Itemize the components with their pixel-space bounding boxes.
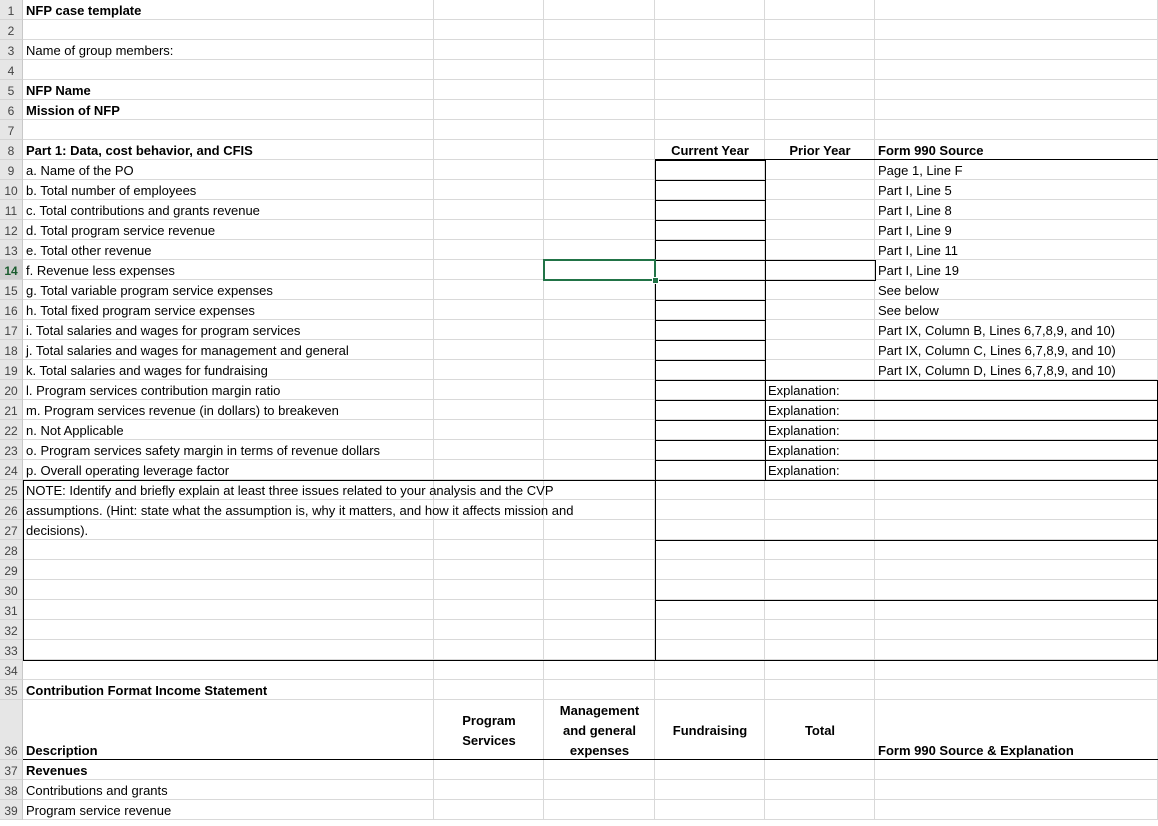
grid-cell[interactable] [765, 240, 875, 260]
grid-cell[interactable] [544, 60, 655, 80]
row-number[interactable]: 36 [0, 700, 23, 760]
explanation-input[interactable] [765, 400, 1158, 421]
grid-cell[interactable] [765, 80, 875, 100]
row-number[interactable]: 25 [0, 480, 23, 500]
item-label: j. Total salaries and wages for management and general [26, 343, 349, 358]
selected-cell[interactable] [543, 259, 656, 281]
item-source: Part IX, Column C, Lines 6,7,8,9, and 10) [878, 343, 1116, 358]
item-label: a. Name of the PO [26, 163, 134, 178]
grid-cell[interactable] [544, 640, 655, 660]
grid-cell[interactable] [875, 660, 1158, 680]
explanation-label: Explanation: [768, 463, 840, 478]
form990-source-header: Form 990 Source [878, 143, 984, 158]
row-number[interactable]: 5 [0, 80, 23, 100]
grid-cell[interactable] [765, 200, 875, 220]
grid-cell[interactable] [765, 780, 875, 800]
note-line: decisions). [26, 523, 89, 538]
row-number[interactable]: 15 [0, 280, 23, 300]
row-number[interactable]: 38 [0, 780, 23, 800]
grid-cell[interactable] [655, 40, 765, 60]
grid-cell[interactable] [655, 760, 765, 780]
prior-year-input[interactable] [765, 260, 876, 281]
grid-cell[interactable] [544, 580, 655, 600]
grid-cell[interactable] [544, 20, 655, 40]
grid-cell[interactable] [765, 360, 875, 380]
description-header: Description [26, 743, 98, 758]
grid-cell[interactable] [875, 100, 1158, 120]
explanation-input[interactable] [765, 380, 1158, 401]
sheet-title: NFP case template [26, 3, 142, 18]
item-label: k. Total salaries and wages for fundraising [26, 363, 268, 378]
row-number[interactable]: 10 [0, 180, 23, 200]
item-source: See below [878, 303, 939, 318]
item-source: Part I, Line 8 [878, 203, 952, 218]
item-source: Part I, Line 9 [878, 223, 952, 238]
row-number[interactable]: 8 [0, 140, 23, 160]
item-label: g. Total variable program service expenses [26, 283, 273, 298]
grid-cell[interactable] [23, 660, 434, 680]
note-bottom-border [23, 660, 655, 661]
row-number[interactable]: 1 [0, 0, 23, 20]
item-source: See below [878, 283, 939, 298]
grid-cell[interactable] [655, 60, 765, 80]
item-source: Part I, Line 5 [878, 183, 952, 198]
grid-cell[interactable] [23, 20, 434, 40]
grid-cell[interactable] [23, 560, 434, 580]
grid-cell[interactable] [23, 60, 434, 80]
grid-cell[interactable] [765, 0, 875, 20]
row-number[interactable]: 2 [0, 20, 23, 40]
current-year-input[interactable] [655, 300, 766, 321]
grid-cell[interactable] [875, 20, 1158, 40]
row-number[interactable]: 32 [0, 620, 23, 640]
explanation-input[interactable] [765, 460, 1158, 481]
row-number[interactable]: 26 [0, 500, 23, 520]
grid-cell[interactable] [765, 100, 875, 120]
fundraising-header: Fundraising [672, 723, 748, 738]
row-number[interactable]: 21 [0, 400, 23, 420]
grid-cell[interactable] [875, 780, 1158, 800]
row-number[interactable]: 7 [0, 120, 23, 140]
current-year-input[interactable] [655, 260, 766, 281]
current-year-input[interactable] [655, 360, 766, 381]
item-label: b. Total number of employees [26, 183, 197, 198]
grid-cell[interactable] [655, 20, 765, 40]
row-number[interactable]: 19 [0, 360, 23, 380]
current-year-input[interactable] [655, 280, 766, 301]
note-left-border [23, 480, 24, 660]
program-services-header: Services [462, 733, 516, 748]
row-number[interactable]: 30 [0, 580, 23, 600]
mgmt-general-header: expenses [569, 743, 630, 758]
total-header: Total [804, 723, 836, 738]
row-number[interactable]: 11 [0, 200, 23, 220]
row-number[interactable]: 34 [0, 660, 23, 680]
part1-label: Part 1: Data, cost behavior, and CFIS [26, 143, 253, 158]
grid-cell[interactable] [544, 120, 655, 140]
grid-cell[interactable] [765, 340, 875, 360]
grid-cell[interactable] [765, 120, 875, 140]
item-label: e. Total other revenue [26, 243, 152, 258]
explanation-label: Explanation: [768, 403, 840, 418]
row-number[interactable]: 17 [0, 320, 23, 340]
note-top-border [23, 480, 655, 481]
row-number[interactable]: 35 [0, 680, 23, 700]
current-year-input[interactable] [655, 420, 766, 441]
explanation-label: Explanation: [768, 443, 840, 458]
grid-cell[interactable] [765, 680, 875, 700]
row-number[interactable]: 14 [0, 260, 23, 280]
item-source: Part IX, Column B, Lines 6,7,8,9, and 10) [878, 323, 1116, 338]
row-number[interactable]: 31 [0, 600, 23, 620]
grid-cell[interactable] [765, 60, 875, 80]
current-year-input[interactable] [655, 340, 766, 361]
current-year-input[interactable] [655, 160, 766, 181]
grid-cell[interactable] [655, 660, 765, 680]
row-number[interactable]: 18 [0, 340, 23, 360]
current-year-input[interactable] [655, 380, 766, 401]
row-number[interactable]: 13 [0, 240, 23, 260]
grid-cell[interactable] [875, 80, 1158, 100]
row-number[interactable]: 3 [0, 40, 23, 60]
grid-cell[interactable] [434, 560, 544, 580]
grid-cell[interactable] [765, 800, 875, 820]
grid-cell[interactable] [544, 560, 655, 580]
grid-cell[interactable] [434, 120, 544, 140]
explain-item-label: o. Program services safety margin in terms of revenue dollars [26, 443, 381, 458]
item-source: Part IX, Column D, Lines 6,7,8,9, and 10) [878, 363, 1116, 378]
grid-cell[interactable] [765, 20, 875, 40]
program-revenue-label: Program service revenue [26, 803, 172, 818]
note-line: NOTE: Identify and briefly explain at least three issues related to your analysis and the CVP [26, 483, 554, 498]
item-source: Page 1, Line F [878, 163, 963, 178]
grid-cell[interactable] [655, 0, 765, 20]
grid-cell[interactable] [23, 120, 434, 140]
row-number[interactable]: 9 [0, 160, 23, 180]
row-number[interactable]: 6 [0, 100, 23, 120]
row-number[interactable]: 4 [0, 60, 23, 80]
contributions-label: Contributions and grants [26, 783, 168, 798]
grid-cell[interactable] [875, 760, 1158, 780]
revenues-label: Revenues [26, 763, 88, 778]
explain-item-label: n. Not Applicable [26, 423, 124, 438]
program-services-header: Program [462, 713, 516, 728]
grid-cell[interactable] [544, 600, 655, 620]
grid-cell[interactable] [765, 300, 875, 320]
grid-cell[interactable] [23, 540, 434, 560]
row-number[interactable]: 37 [0, 760, 23, 780]
cfis-header-underline [23, 759, 1158, 760]
grid-cell[interactable] [434, 580, 544, 600]
cfis-source-header: Form 990 Source & Explanation [878, 743, 1074, 758]
row-number[interactable]: 27 [0, 520, 23, 540]
note-answer-box[interactable] [655, 540, 1158, 601]
row-number[interactable]: 29 [0, 560, 23, 580]
grid-cell[interactable] [875, 120, 1158, 140]
grid-cell[interactable] [875, 0, 1158, 20]
grid-cell[interactable] [434, 600, 544, 620]
row-number[interactable]: 28 [0, 540, 23, 560]
group-members-label: Name of group members: [26, 43, 174, 58]
grid-cell[interactable] [765, 40, 875, 60]
grid-cell[interactable] [655, 100, 765, 120]
nfp-name-label: NFP Name [26, 83, 91, 98]
current-year-input[interactable] [655, 180, 766, 201]
explain-item-label: l. Program services contribution margin ratio [26, 383, 281, 398]
mgmt-general-header: Management [559, 703, 640, 718]
item-label: c. Total contributions and grants revenue [26, 203, 260, 218]
item-label: h. Total fixed program service expenses [26, 303, 255, 318]
item-label: f. Revenue less expenses [26, 263, 175, 278]
item-label: i. Total salaries and wages for program services [26, 323, 301, 338]
row-number[interactable]: 24 [0, 460, 23, 480]
explain-item-label: p. Overall operating leverage factor [26, 463, 230, 478]
explanation-input[interactable] [765, 420, 1158, 441]
explanation-label: Explanation: [768, 383, 840, 398]
explanation-label: Explanation: [768, 423, 840, 438]
grid-cell[interactable] [23, 580, 434, 600]
grid-cell[interactable] [765, 320, 875, 340]
grid-cell[interactable] [23, 600, 434, 620]
grid-cell[interactable] [875, 680, 1158, 700]
item-source: Part I, Line 11 [878, 243, 958, 258]
grid-cell[interactable] [765, 760, 875, 780]
grid-cell[interactable] [655, 80, 765, 100]
mission-label: Mission of NFP [26, 103, 120, 118]
grid-cell[interactable] [434, 640, 544, 660]
item-source: Part I, Line 19 [878, 263, 959, 278]
grid-cell[interactable] [23, 620, 434, 640]
row-number[interactable]: 39 [0, 800, 23, 820]
current-year-input[interactable] [655, 460, 766, 481]
grid-cell[interactable] [765, 160, 875, 180]
item-label: d. Total program service revenue [26, 223, 216, 238]
grid-cell[interactable] [875, 60, 1158, 80]
row-number[interactable]: 23 [0, 440, 23, 460]
current-year-input[interactable] [655, 400, 766, 421]
grid-cell[interactable] [875, 40, 1158, 60]
cfis-title: Contribution Format Income Statement [26, 683, 268, 698]
grid-cell[interactable] [655, 680, 765, 700]
grid-cell[interactable] [434, 620, 544, 640]
row-number[interactable]: 12 [0, 220, 23, 240]
grid-cell[interactable] [544, 540, 655, 560]
note-answer-box[interactable] [655, 480, 1158, 541]
current-year-input[interactable] [655, 240, 766, 261]
mgmt-general-header: and general [563, 723, 636, 738]
grid-cell[interactable] [544, 660, 655, 680]
grid-cell[interactable] [434, 60, 544, 80]
note-line: assumptions. (Hint: state what the assumption is, why it matters, and how it affects mission and [26, 503, 574, 518]
row-number[interactable]: 22 [0, 420, 23, 440]
current-year-header: Current Year [671, 143, 749, 158]
current-year-input[interactable] [655, 440, 766, 461]
current-year-input[interactable] [655, 200, 766, 221]
row-number[interactable]: 33 [0, 640, 23, 660]
grid-cell[interactable] [434, 20, 544, 40]
prior-year-header: Prior Year [789, 143, 851, 158]
row-number[interactable]: 16 [0, 300, 23, 320]
grid-cell[interactable] [765, 220, 875, 240]
grid-cell[interactable] [434, 660, 544, 680]
grid-cell[interactable] [765, 180, 875, 200]
current-year-input[interactable] [655, 320, 766, 341]
grid-cell[interactable] [655, 780, 765, 800]
grid-cell[interactable] [765, 280, 875, 300]
grid-cell[interactable] [434, 540, 544, 560]
grid-cell[interactable] [765, 660, 875, 680]
grid-cell[interactable] [875, 800, 1158, 820]
note-answer-box[interactable] [655, 600, 1158, 661]
row-number[interactable]: 20 [0, 380, 23, 400]
explanation-input[interactable] [765, 440, 1158, 461]
grid-cell[interactable] [655, 120, 765, 140]
grid-cell[interactable] [655, 800, 765, 820]
grid-cell[interactable] [23, 640, 434, 660]
current-year-input[interactable] [655, 220, 766, 241]
fill-handle[interactable] [652, 277, 659, 284]
grid-cell[interactable] [544, 620, 655, 640]
explain-item-label: m. Program services revenue (in dollars) to breakeven [26, 403, 339, 418]
